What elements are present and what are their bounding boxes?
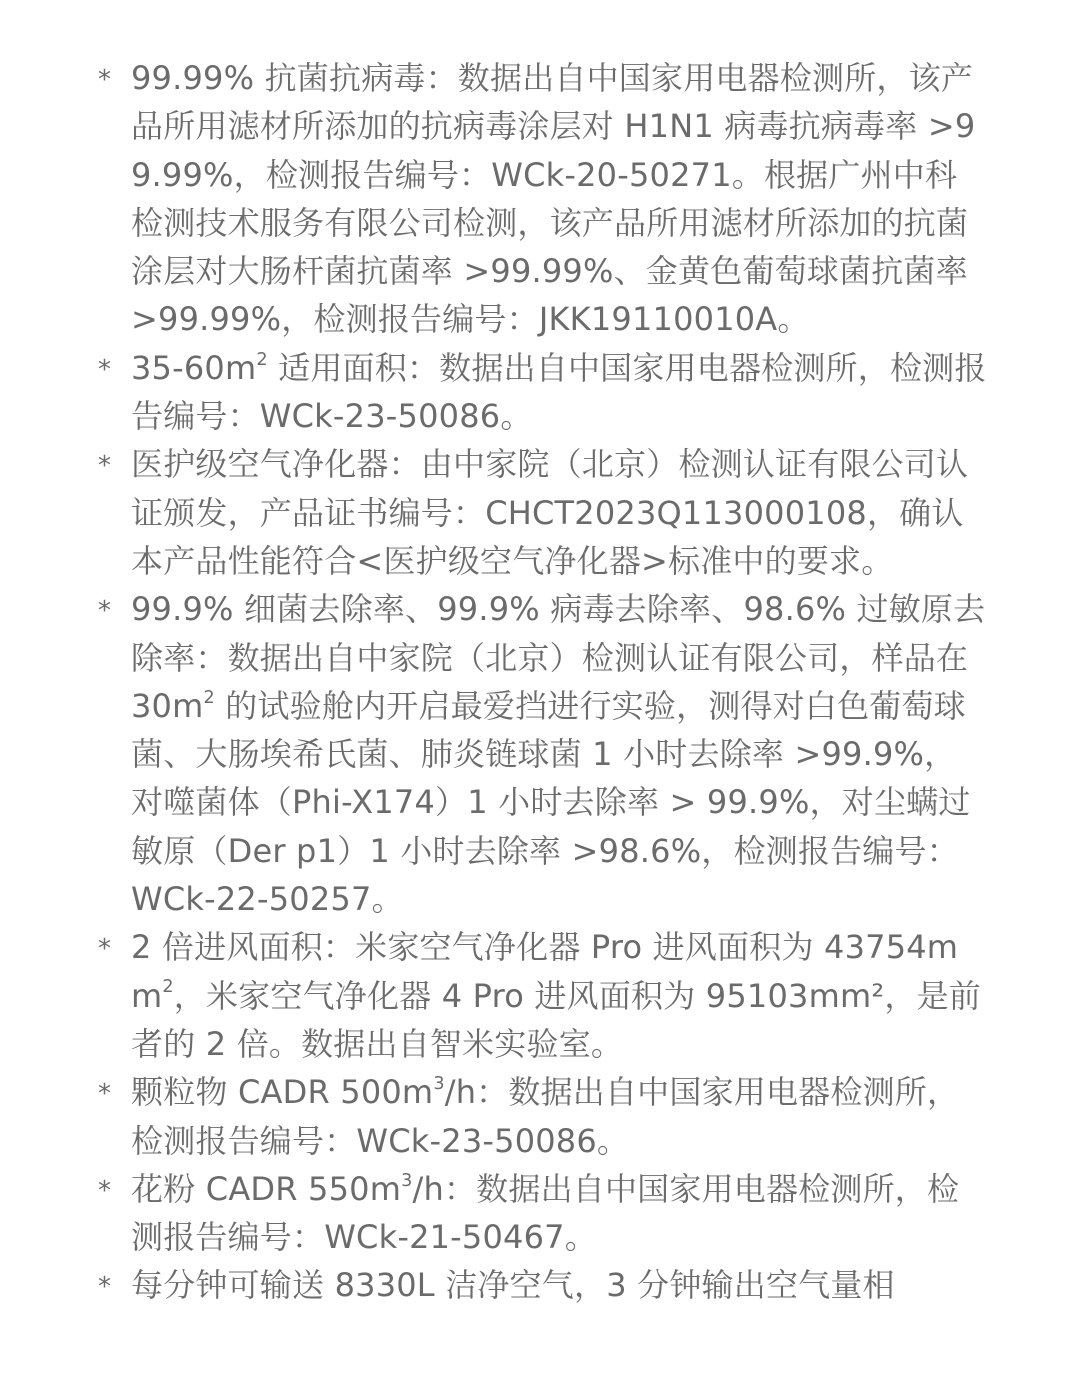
footnote-item [98,54,988,344]
bullet-asterisk: * [98,1079,112,1110]
footnote-item [98,1165,988,1262]
footnote-item [98,585,988,923]
footnote-text: /h：数据出自中国家用电器检测所，检测报告编号：WCk-23-50086。 [131,1073,960,1160]
footnote-item [98,1068,988,1165]
footnote-text: ，米家空气净化器 4 Pro 进风面积为 95103mm²，是前者的 2 倍。数据出自智米实验室。 [131,976,981,1063]
footnote-text: 医护级空气净化器：由中家院（北京）检测认证有限公司认证颁发，产品证书编号：CHCT2023Q113000108，确认本产品性能符合<医护级空气净化器>标准中的要求。 [131,445,969,580]
footnote-superscript: 3 [401,1170,413,1191]
footnote-head: 2 倍进风面积：米家空气净化器 Pro 进风面积为 43754mm [131,928,959,1015]
bullet-asterisk: * [98,354,112,385]
bullet-asterisk: * [98,934,112,965]
footnote-head: 花粉 CADR 550m [131,1169,402,1208]
footnote-list [98,54,988,1310]
bullet-asterisk: * [98,1175,112,1206]
footnote-text: /h：数据出自中国家用电器检测所，检测报告编号：WCk-21-50467。 [131,1169,960,1257]
footnote-superscript: 2 [162,977,174,998]
footnote-text: 每分钟可输送 8330L 洁净空气，3 分钟输出空气量相 [131,1266,895,1305]
bullet-asterisk: * [98,451,112,482]
footnote-item [98,1261,988,1309]
footnote-text: 的试验舱内开启最爱挡进行实验，测得对白色葡萄球菌、大肠埃希氏菌、肺炎链球菌 1 小时去除率 >99.9%，对噬菌体（Phi-X174）1 小时去除率 > 99.9%，对尘螨过敏原（Der p1）1 小时去除率 >98.6%，检测报告编号：WCk-22-50257。 [131,686,971,919]
footnote-superscript: 3 [433,1073,445,1094]
bullet-asterisk: * [98,1272,112,1303]
footnote-superscript: 2 [256,349,268,370]
footnote-superscript: 2 [203,687,215,708]
footnote-head: 颗粒物 CADR 500m [131,1073,434,1112]
footnote-head: 35-60m [131,348,257,387]
footnote-item [98,344,988,441]
footnote-head: 99.9% 细菌去除率、99.9% 病毒去除率、98.6% 过敏原去除率：数据出自中家院（北京）检测认证有限公司，样品在 30m [131,590,986,725]
footnote-item [98,440,988,585]
footnote-text: 适用面积：数据出自中国家用电器检测所，检测报告编号：WCk-23-50086。 [131,348,987,436]
bullet-asterisk: * [98,596,112,627]
footnote-item [98,923,988,1068]
footnote-text: 99.99% 抗菌抗病毒：数据出自中国家用电器检测所，该产品所用滤材所添加的抗病毒涂层对 H1N1 病毒抗病毒率 >99.99%，检测报告编号：WCk-20-50271。根据广州中科检测技术服务有限公司检测，该产品所用滤材所添加的抗菌涂层对大肠杆菌抗菌率 >99.99%、金黄色葡萄球菌抗菌率 >99.99%，检测报告编号：JKK19110010A。 [131,59,976,339]
bullet-asterisk: * [98,65,112,95]
